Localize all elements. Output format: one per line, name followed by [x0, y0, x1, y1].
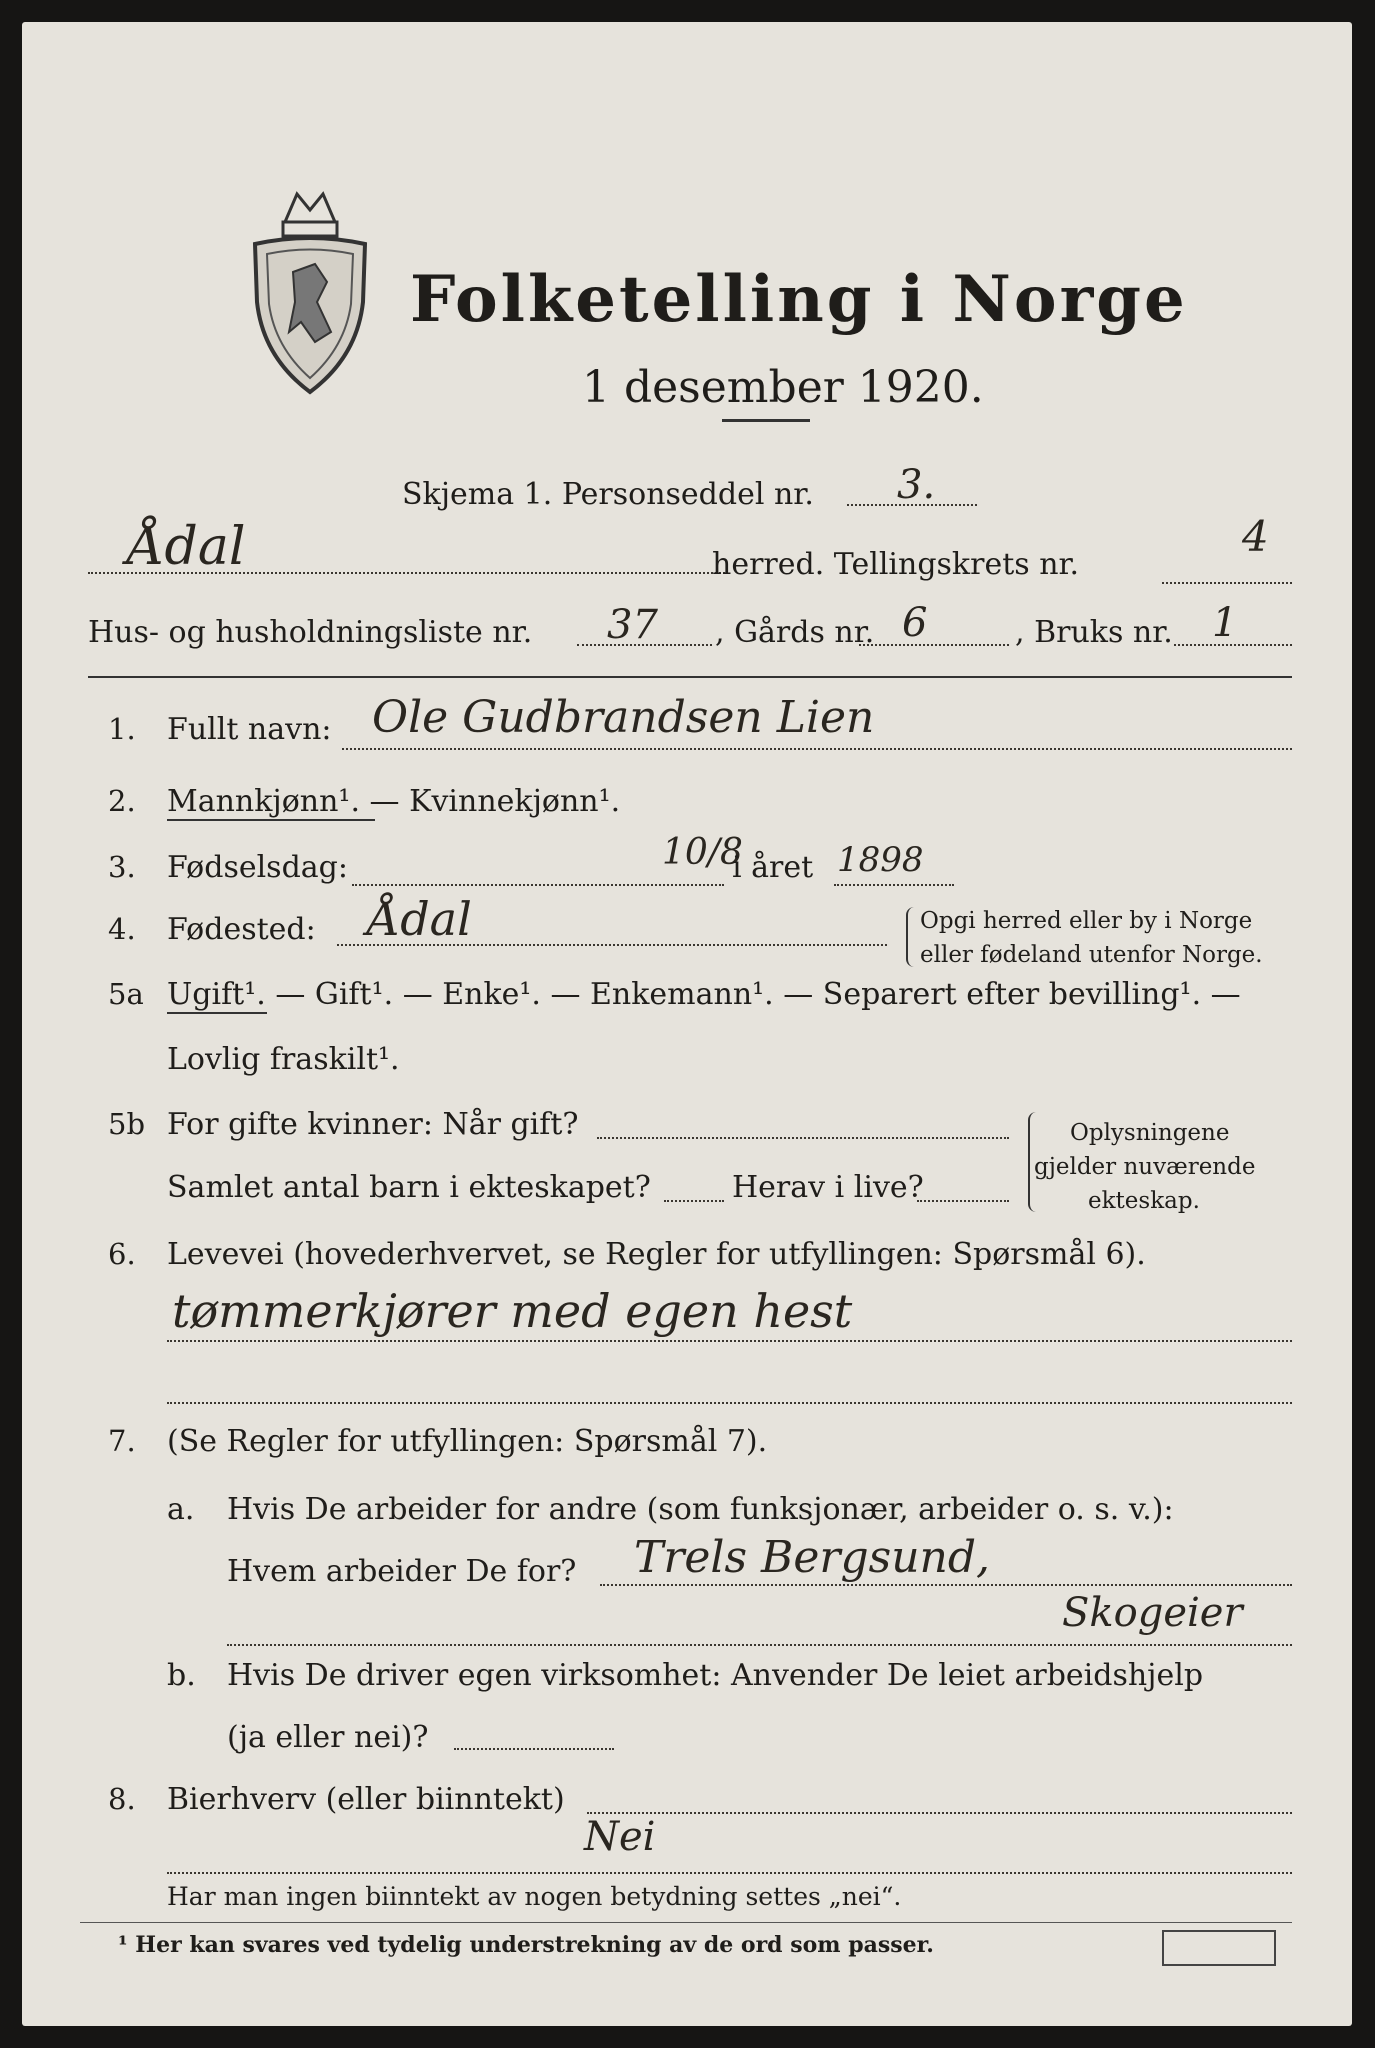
- q4-note-brace: [906, 907, 916, 967]
- gards-value[interactable]: 6: [902, 600, 928, 646]
- q6-label: Levevei (hovederhvervet, se Regler for utfyllingen: Spørsmål 6).: [167, 1237, 1146, 1272]
- q3-year-value[interactable]: 1898: [837, 840, 924, 880]
- q5b-herav-line: [917, 1200, 1009, 1202]
- q4-note-line1: Opgi herred eller by i Norge: [920, 908, 1253, 934]
- form-date: 1 desember 1920.: [582, 362, 984, 413]
- hus-value[interactable]: 37: [607, 602, 658, 648]
- schema-label: Skjema 1. Personseddel nr.: [402, 477, 814, 512]
- q5b-note-line2: gjelder nuværende: [1034, 1154, 1256, 1180]
- q7b-label-line2: (ja eller nei)?: [227, 1720, 429, 1755]
- header-rule: [88, 676, 1292, 678]
- q6-number: 6.: [108, 1237, 136, 1271]
- q3-year-label: i året: [732, 850, 814, 885]
- q5b-herav-label: Herav i live?: [732, 1170, 924, 1205]
- hus-label: Hus- og husholdningsliste nr.: [88, 615, 533, 650]
- q8-note: Har man ingen biinntekt av nogen betydning settes „nei“.: [167, 1882, 902, 1911]
- q4-label: Fødested:: [167, 912, 316, 947]
- q5a-label: Ugift¹. — Gift¹. — Enke¹. — Enkemann¹. — Separert efter bevilling¹. —: [167, 977, 1241, 1012]
- q4-number: 4.: [108, 912, 136, 946]
- q1-number: 1.: [108, 712, 136, 746]
- herred-label: herred. Tellingskrets nr.: [712, 547, 1080, 582]
- gards-line: [859, 644, 1009, 646]
- q3-label: Fødselsdag:: [167, 850, 348, 885]
- printer-stamp: [1162, 1930, 1276, 1966]
- tellingskrets-line: [1162, 582, 1292, 584]
- q7a-line2: [227, 1644, 1292, 1646]
- footnote: ¹ Her kan svares ved tydelig understrekning av de ord som passer.: [118, 1932, 934, 1958]
- q3-value[interactable]: 10/8: [662, 832, 743, 873]
- q2-label: Mannkjønn¹. — Kvinnekjønn¹.: [167, 784, 621, 819]
- q3-line: [352, 884, 724, 886]
- q4-value[interactable]: Ådal: [367, 892, 472, 946]
- q3-number: 3.: [108, 850, 136, 884]
- q5b-label-line2: Samlet antal barn i ekteskapet?: [167, 1170, 651, 1205]
- q5b-barn-line: [664, 1200, 724, 1202]
- q7a-value[interactable]: Trels Bergsund,: [634, 1532, 991, 1583]
- q4-note-line2: eller fødeland utenfor Norge.: [920, 942, 1263, 968]
- q7a-letter: a.: [167, 1492, 195, 1527]
- census-form-sheet: [22, 22, 1352, 2026]
- q7-label: (Se Regler for utfyllingen: Spørsmål 7).: [167, 1424, 768, 1459]
- q7-number: 7.: [108, 1424, 136, 1458]
- q5b-number: 5b: [108, 1107, 146, 1141]
- footnote-rule: [80, 1922, 1292, 1923]
- personseddel-value[interactable]: 3.: [897, 462, 936, 508]
- q8-number: 8.: [108, 1782, 136, 1816]
- gards-label: , Gårds nr.: [715, 615, 875, 650]
- title-divider: [722, 419, 810, 422]
- tellingskrets-value[interactable]: 4: [1242, 512, 1269, 561]
- form-title: Folketelling i Norge: [410, 262, 1188, 337]
- q5a-number: 5a: [108, 977, 144, 1011]
- q5b-note-line1: Oplysningene: [1070, 1120, 1230, 1146]
- q1-label: Fullt navn:: [167, 712, 332, 747]
- q7a-value-line2[interactable]: Skogeier: [1062, 1590, 1243, 1636]
- bruks-value[interactable]: 1: [1212, 600, 1238, 646]
- q7b-label: Hvis De driver egen virksomhet: Anvender De leiet arbeidshjelp: [227, 1658, 1204, 1693]
- q8-value[interactable]: Nei: [584, 1814, 656, 1860]
- q5a-underline-ugift: [167, 1012, 267, 1014]
- q1-value[interactable]: Ole Gudbrandsen Lien: [372, 692, 875, 743]
- q8-line1: [587, 1812, 1292, 1814]
- q7b-line: [454, 1748, 614, 1750]
- herred-value[interactable]: Ådal: [127, 517, 246, 577]
- q6-value[interactable]: tømmerkjører med egen hest: [172, 1284, 853, 1338]
- q6-line1: [167, 1340, 1292, 1342]
- q8-label: Bierhverv (eller biinntekt): [167, 1782, 565, 1817]
- q5b-line: [597, 1137, 1009, 1139]
- q7b-letter: b.: [167, 1658, 196, 1693]
- q7a-label: Hvis De arbeider for andre (som funksjonær, arbeider o. s. v.):: [227, 1492, 1174, 1527]
- q2-underline-mannkjonn: [167, 819, 375, 821]
- q5a-label-line2: Lovlig fraskilt¹.: [167, 1042, 400, 1077]
- q6-line2: [167, 1402, 1292, 1404]
- coat-of-arms-icon: [245, 182, 375, 402]
- q2-number: 2.: [108, 784, 136, 818]
- q5b-note-line3: ekteskap.: [1088, 1188, 1200, 1214]
- q3-year-line: [834, 884, 954, 886]
- q7a-line1: [600, 1584, 1292, 1586]
- q8-line2: [167, 1872, 1292, 1874]
- q7a-label-line2: Hvem arbeider De for?: [227, 1554, 577, 1589]
- bruks-label: , Bruks nr.: [1015, 615, 1173, 650]
- q1-line: [342, 748, 1292, 750]
- herred-line: [88, 572, 725, 574]
- q5b-label: For gifte kvinner: Når gift?: [167, 1107, 579, 1142]
